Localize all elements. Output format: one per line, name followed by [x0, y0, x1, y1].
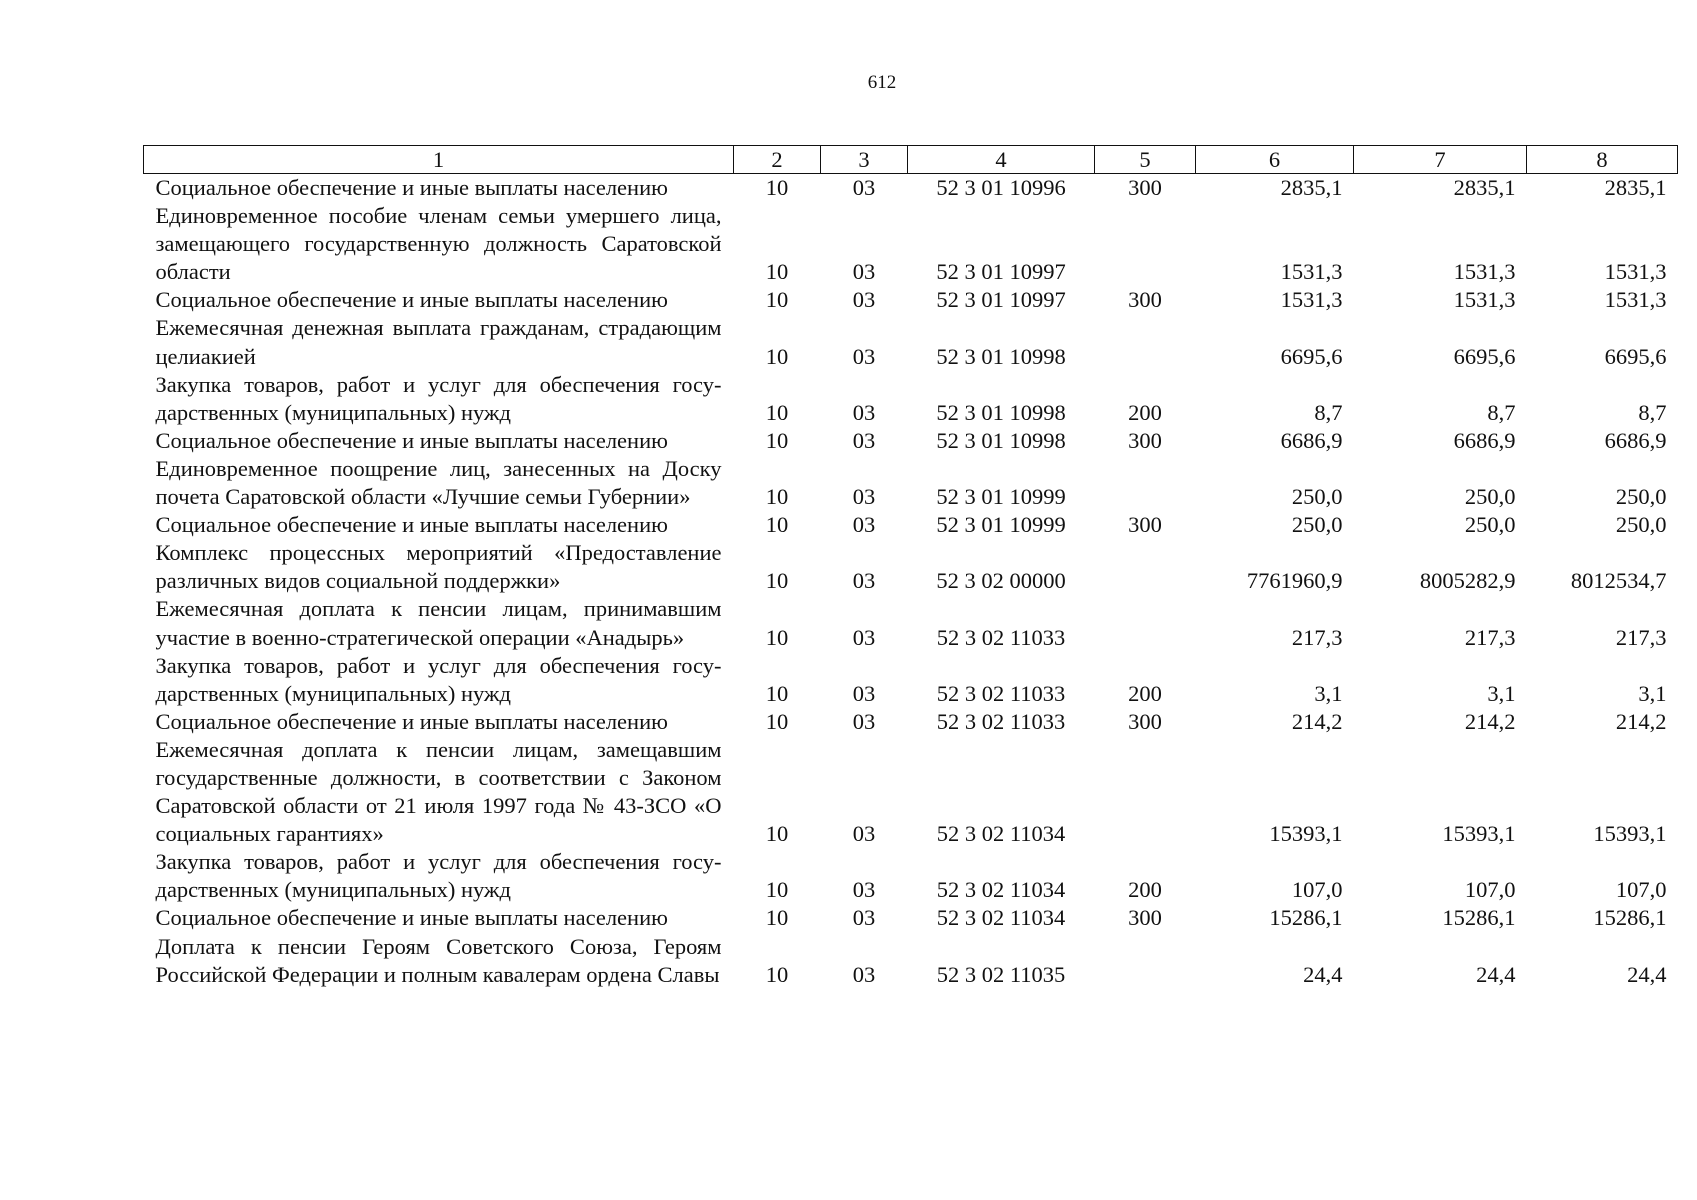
row-amount-6: 15286,1 — [1269, 905, 1343, 931]
table-row — [144, 511, 1678, 539]
row-amount-7: 2835,1 — [1453, 175, 1516, 200]
row-subsection: 03 — [852, 680, 876, 706]
row-expense-type: 200 — [1128, 399, 1162, 425]
row-subsection: 03 — [852, 624, 876, 650]
table-row — [144, 736, 1678, 848]
row-section: 10 — [765, 427, 789, 453]
row-name: Социальное обеспечение и иные выплаты населению — [155, 708, 668, 734]
row-target-article: 52 3 02 00000 — [936, 568, 1066, 594]
row-amount-7: 250,0 — [1464, 484, 1516, 510]
table-body — [144, 174, 1678, 989]
header-row — [144, 146, 1678, 174]
row-section: 10 — [765, 343, 789, 369]
row-amount-8: 15286,1 — [1593, 905, 1667, 931]
row-amount-6: 8,7 — [1314, 399, 1343, 425]
row-target-article: 52 3 01 10998 — [936, 427, 1066, 453]
row-name: Ежемесячная доплата к пенсии лицам, принимавшим участие в военно-стратегической операции «Анадырь» — [155, 596, 722, 650]
row-expense-type — [1095, 539, 1196, 595]
row-expense-type — [1095, 736, 1196, 848]
column-header-6: 6 — [1196, 146, 1354, 174]
row-subsection: 03 — [852, 427, 876, 453]
table-row — [144, 202, 1678, 286]
row-subsection: 03 — [852, 708, 876, 734]
row-section: 10 — [765, 484, 789, 510]
row-subsection: 03 — [852, 343, 876, 369]
row-name: Закупка товаров, работ и услуг для обеспечения государственных (муниципальных) нужд — [155, 849, 722, 903]
table-row — [144, 455, 1678, 511]
row-subsection: 03 — [852, 821, 876, 847]
table-row — [144, 652, 1678, 708]
row-subsection: 03 — [852, 877, 876, 903]
row-name: Социальное обеспечение и иные выплаты населению — [155, 512, 668, 538]
row-section: 10 — [765, 961, 789, 987]
row-section: 10 — [765, 259, 789, 285]
row-expense-type: 300 — [1128, 427, 1162, 453]
row-amount-7: 24,4 — [1476, 961, 1516, 987]
row-name: Ежемесячная доплата к пенсии лицам, замещавшим государственные должности, в соответствии с Законом Саратовской области от 21 июля 1997 года № 43-ЗСО «О социальных гарантиях» — [155, 736, 722, 847]
row-amount-7: 214,2 — [1464, 708, 1516, 734]
table-row — [144, 174, 1678, 203]
row-amount-6: 6686,9 — [1280, 427, 1343, 453]
row-section: 10 — [765, 877, 789, 903]
table-row — [144, 427, 1678, 455]
table-row — [144, 595, 1678, 651]
column-header-2: 2 — [734, 146, 821, 174]
row-target-article: 52 3 02 11033 — [936, 680, 1066, 706]
column-header-1: 1 — [144, 146, 734, 174]
row-target-article: 52 3 01 10999 — [936, 484, 1066, 510]
row-expense-type: 300 — [1128, 512, 1162, 538]
row-amount-6: 214,2 — [1291, 708, 1343, 734]
row-amount-8: 217,3 — [1615, 624, 1667, 650]
row-section: 10 — [765, 680, 789, 706]
table-row — [144, 371, 1678, 427]
column-header-8: 8 — [1527, 146, 1678, 174]
table-row — [144, 314, 1678, 370]
row-expense-type: 300 — [1128, 708, 1162, 734]
row-amount-8: 250,0 — [1615, 512, 1667, 538]
row-amount-6: 3,1 — [1314, 680, 1343, 706]
row-amount-7: 217,3 — [1464, 624, 1516, 650]
table-row — [144, 708, 1678, 736]
row-target-article: 52 3 02 11034 — [936, 905, 1066, 931]
row-amount-6: 2835,1 — [1280, 175, 1343, 200]
row-section: 10 — [765, 399, 789, 425]
row-target-article: 52 3 01 10997 — [936, 259, 1066, 285]
table-row — [144, 286, 1678, 314]
page-number: 612 — [867, 72, 897, 93]
row-amount-7: 1531,3 — [1453, 287, 1516, 313]
row-amount-7: 8,7 — [1487, 399, 1516, 425]
column-header-4: 4 — [908, 146, 1095, 174]
row-subsection: 03 — [852, 905, 876, 931]
row-expense-type: 200 — [1128, 680, 1162, 706]
row-amount-8: 1531,3 — [1604, 259, 1667, 285]
row-subsection: 03 — [852, 287, 876, 313]
row-subsection: 03 — [852, 484, 876, 510]
row-amount-6: 15393,1 — [1269, 821, 1343, 847]
row-subsection: 03 — [852, 259, 876, 285]
row-amount-6: 24,4 — [1303, 961, 1343, 987]
row-expense-type: 300 — [1128, 287, 1162, 313]
row-amount-8: 214,2 — [1615, 708, 1667, 734]
row-amount-6: 6695,6 — [1280, 343, 1343, 369]
row-target-article: 52 3 01 10998 — [936, 343, 1066, 369]
row-expense-type — [1095, 933, 1196, 989]
row-amount-7: 6695,6 — [1453, 343, 1516, 369]
row-subsection: 03 — [852, 512, 876, 538]
row-amount-7: 15393,1 — [1442, 821, 1516, 847]
row-amount-8: 2835,1 — [1604, 175, 1667, 200]
row-section: 10 — [765, 624, 789, 650]
row-expense-type — [1095, 455, 1196, 511]
row-name: Закупка товаров, работ и услуг для обеспечения государственных (муниципальных) нужд — [155, 371, 722, 425]
row-section: 10 — [765, 905, 789, 931]
row-name: Закупка товаров, работ и услуг для обеспечения государственных (муниципальных) нужд — [155, 652, 722, 706]
table-row — [144, 904, 1678, 932]
row-section: 10 — [765, 512, 789, 538]
row-target-article: 52 3 02 11035 — [936, 961, 1066, 987]
row-amount-8: 15393,1 — [1593, 821, 1667, 847]
row-expense-type: 300 — [1128, 175, 1162, 200]
row-target-article: 52 3 01 10998 — [936, 399, 1066, 425]
row-name: Комплекс процессных мероприятий «Предоставление различных видов социальной поддержки» — [155, 540, 722, 594]
table-header — [144, 146, 1678, 174]
row-amount-8: 6695,6 — [1604, 343, 1667, 369]
row-amount-8: 107,0 — [1615, 877, 1667, 903]
row-target-article: 52 3 02 11033 — [936, 624, 1066, 650]
table-row — [144, 848, 1678, 904]
row-target-article: 52 3 01 10999 — [936, 512, 1066, 538]
row-amount-7: 15286,1 — [1442, 905, 1516, 931]
row-subsection: 03 — [852, 175, 876, 200]
row-expense-type — [1095, 314, 1196, 370]
row-amount-6: 1531,3 — [1280, 287, 1343, 313]
row-target-article: 52 3 02 11034 — [936, 877, 1066, 903]
row-amount-7: 3,1 — [1487, 680, 1516, 706]
row-amount-8: 1531,3 — [1604, 287, 1667, 313]
row-subsection: 03 — [852, 568, 876, 594]
row-name: Доплата к пенсии Героям Советского Союза, Героям Российской Федерации и полным кавалерам ордена Славы — [155, 933, 722, 987]
row-section: 10 — [765, 821, 789, 847]
row-subsection: 03 — [852, 399, 876, 425]
row-section: 10 — [765, 175, 789, 200]
row-amount-7: 6686,9 — [1453, 427, 1516, 453]
row-expense-type — [1095, 595, 1196, 651]
row-expense-type — [1095, 202, 1196, 286]
column-header-7: 7 — [1354, 146, 1527, 174]
row-subsection: 03 — [852, 961, 876, 987]
row-target-article: 52 3 02 11034 — [936, 821, 1066, 847]
row-amount-8: 3,1 — [1638, 680, 1667, 706]
row-amount-8: 24,4 — [1627, 961, 1667, 987]
row-name: Социальное обеспечение и иные выплаты населению — [155, 175, 668, 200]
row-name: Единовременное пособие членам семьи умершего лица, замещающего государственную должность Саратовской области — [155, 203, 722, 285]
row-name: Социальное обеспечение и иные выплаты населению — [155, 905, 668, 931]
row-amount-6: 7761960,9 — [1246, 568, 1343, 594]
column-header-3: 3 — [821, 146, 908, 174]
row-amount-6: 1531,3 — [1280, 259, 1343, 285]
row-section: 10 — [765, 287, 789, 313]
row-name: Ежемесячная денежная выплата гражданам, страдающим целиакией — [155, 315, 722, 369]
column-header-5: 5 — [1095, 146, 1196, 174]
row-target-article: 52 3 01 10997 — [936, 287, 1066, 313]
row-amount-6: 107,0 — [1291, 877, 1343, 903]
row-name: Социальное обеспечение и иные выплаты населению — [155, 287, 668, 313]
row-name: Единовременное поощрение лиц, занесенных на Доску почета Саратовской области «Лучшие семьи Губернии» — [155, 455, 722, 510]
row-amount-6: 250,0 — [1291, 484, 1343, 510]
row-amount-8: 6686,9 — [1604, 427, 1667, 453]
row-amount-8: 8,7 — [1638, 399, 1667, 425]
row-amount-8: 250,0 — [1615, 484, 1667, 510]
row-target-article: 52 3 01 10996 — [936, 175, 1066, 200]
row-target-article: 52 3 02 11033 — [936, 708, 1066, 734]
row-amount-6: 217,3 — [1291, 624, 1343, 650]
table-row — [144, 933, 1678, 989]
row-amount-7: 8005282,9 — [1419, 568, 1516, 594]
row-expense-type: 300 — [1128, 905, 1162, 931]
budget-table — [143, 145, 1678, 989]
row-amount-7: 1531,3 — [1453, 259, 1516, 285]
row-amount-8: 8012534,7 — [1570, 568, 1667, 594]
row-amount-7: 107,0 — [1464, 877, 1516, 903]
row-section: 10 — [765, 708, 789, 734]
row-expense-type: 200 — [1128, 877, 1162, 903]
row-amount-7: 250,0 — [1464, 512, 1516, 538]
row-amount-6: 250,0 — [1291, 512, 1343, 538]
table-row — [144, 539, 1678, 595]
row-section: 10 — [765, 568, 789, 594]
row-name: Социальное обеспечение и иные выплаты населению — [155, 427, 668, 453]
